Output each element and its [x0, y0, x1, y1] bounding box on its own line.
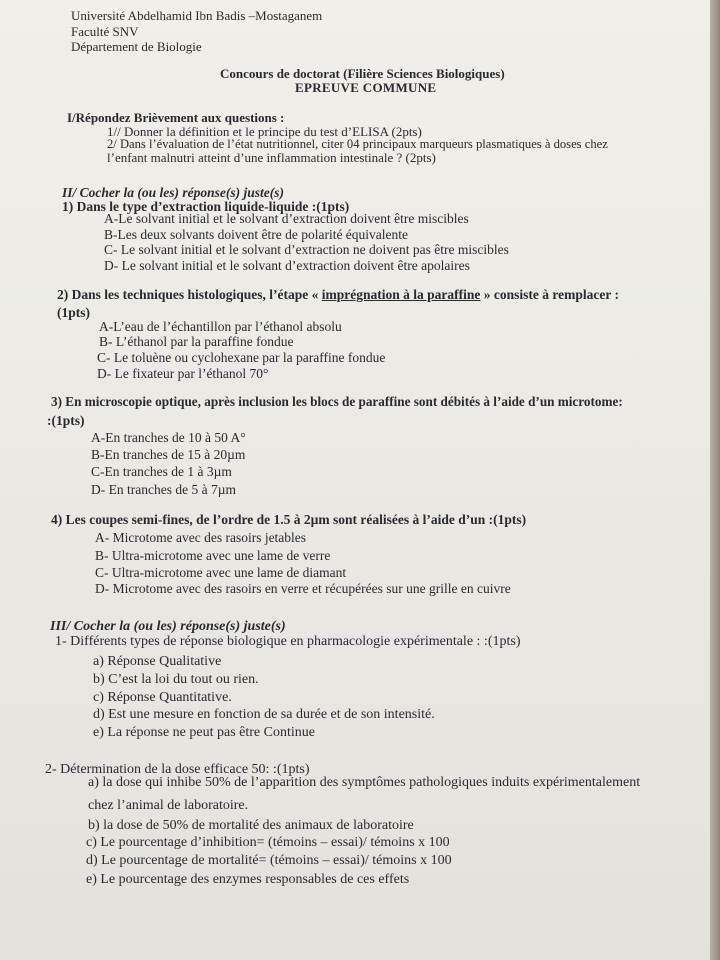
exam-subtitle: EPREUVE COMMUNE	[295, 80, 437, 95]
s3-q2-title: 2- Détermination de la dose efficace 50: :(1pts)	[45, 762, 310, 777]
s2-q3-option-b: B-En tranches de 15 à 20µm	[91, 447, 246, 462]
s2-q2-option-a: A-L’eau de l’échantillon par l’éthanol absolu	[99, 319, 342, 334]
s3-q2-option-c: c) Le pourcentage d’inhibition= (témoins – essai)/ témoins x 100	[86, 835, 450, 850]
s2-q1-option-a: A-Le solvant initial et le solvant d’extraction doivent être miscibles	[104, 211, 469, 226]
section-1-heading: I/Répondez Brièvement aux questions :	[67, 110, 285, 125]
s3-q1-option-a: a) Réponse Qualitative	[93, 654, 222, 669]
s2-q4-option-a: A- Microtome avec des rasoirs jetables	[95, 530, 307, 545]
s2-q2-option-c: C- Le toluène ou cyclohexane par la paraffine fondue	[97, 350, 386, 365]
s3-q2-option-a-line-2: chez l’animal de laboratoire.	[88, 798, 249, 813]
s3-q1-option-e: e) La réponse ne peut pas être Continue	[93, 725, 315, 740]
s2-q1-option-c: C- Le solvant initial et le solvant d’extraction ne doivent pas être miscibles	[104, 242, 509, 257]
section-1-question-2-line-1: 2/ Dans l’évaluation de l’état nutritionnel, citer 04 principaux marqueurs plasmatiques à doses chez	[107, 137, 608, 151]
s3-q2-option-e: e) Le pourcentage des enzymes responsables de ces effets	[86, 872, 410, 887]
s2-q1-option-b: B-Les deux solvants doivent être de polarité équivalente	[104, 227, 409, 242]
exam-title: Concours de doctorat (Filière Sciences Biologiques)	[220, 66, 505, 81]
s2-q3-option-a: A-En tranches de 10 à 50 A°	[91, 430, 246, 445]
s3-q2-option-d: d) Le pourcentage de mortalité= (témoins – essai)/ témoins x 100	[86, 853, 452, 868]
s2-q4-option-d: D- Microtome avec des rasoirs en verre et récupérées sur une grille en cuivre	[95, 581, 511, 596]
section-1-question-2-line-2: l’enfant malnutri atteint d’une inflammation intestinale ? (2pts)	[107, 150, 436, 165]
s2-q1-option-d: D- Le solvant initial et le solvant d’extraction doivent être apolaires	[104, 258, 470, 273]
s2-q4-option-c: C- Ultra-microtome avec une lame de diamant	[95, 565, 347, 580]
s2-q2-underlined-term: imprégnation à la paraffine	[321, 287, 481, 302]
university-name: Université Abdelhamid Ibn Badis –Mostaganem	[71, 8, 323, 23]
s3-q2-option-b: b) la dose de 50% de mortalité des animaux de laboratoire	[88, 818, 414, 833]
s2-q3-title-line-2: :(1pts)	[47, 413, 85, 428]
s3-q1-option-c: c) Réponse Quantitative.	[93, 690, 232, 705]
department-name: Département de Biologie	[71, 39, 202, 54]
s2-q3-title-line-1: 3) En microscopie optique, après inclusion les blocs de paraffine sont débités à l’aide d’un microtome:	[51, 394, 623, 409]
faculty-name: Faculté SNV	[71, 24, 139, 39]
s3-q1-option-d: d) Est une mesure en fonction de sa durée et de son intensité.	[93, 707, 435, 722]
s2-q4-title: 4) Les coupes semi-fines, de l’ordre de 1.5 à 2µm sont réalisées à l’aide d’un :(1pts)	[51, 512, 527, 527]
s2-q1-title: 1) Dans le type d’extraction liquide-liquide :(1pts)	[62, 199, 350, 214]
background-edge	[710, 0, 720, 960]
s2-q2-option-d: D- Le fixateur par l’éthanol 70°	[97, 366, 269, 381]
s2-q4-option-b: B- Ultra-microtome avec une lame de verre	[95, 548, 331, 563]
s2-q3-option-c: C-En tranches de 1 à 3µm	[91, 464, 232, 479]
s3-q2-option-a-line-1: a) la dose qui inhibe 50% de l’apparition des symptômes pathologiques induits expérimentalement	[88, 775, 641, 790]
s3-q1-title: 1- Différents types de réponse biologique en pharmacologie expérimentale : :(1pts)	[55, 634, 521, 649]
s2-q2-points: (1pts)	[57, 305, 90, 320]
s2-q2-option-b: B- L’éthanol par la paraffine fondue	[99, 334, 294, 349]
s3-q1-option-b: b) C’est la loi du tout ou rien.	[93, 672, 259, 687]
section-3-heading: III/ Cocher la (ou les) réponse(s) juste(s)	[50, 619, 286, 634]
section-2-heading: II/ Cocher la (ou les) réponse(s) juste(s)	[62, 185, 284, 200]
s2-q3-option-d: D- En tranches de 5 à 7µm	[91, 482, 236, 497]
s2-q2-title: 2) Dans les techniques histologiques, l’étape « imprégnation à la paraffine » consiste à remplacer :	[57, 287, 619, 302]
section-1-question-1: 1// Donner la définition et le principe du test d’ELISA (2pts)	[107, 124, 422, 139]
